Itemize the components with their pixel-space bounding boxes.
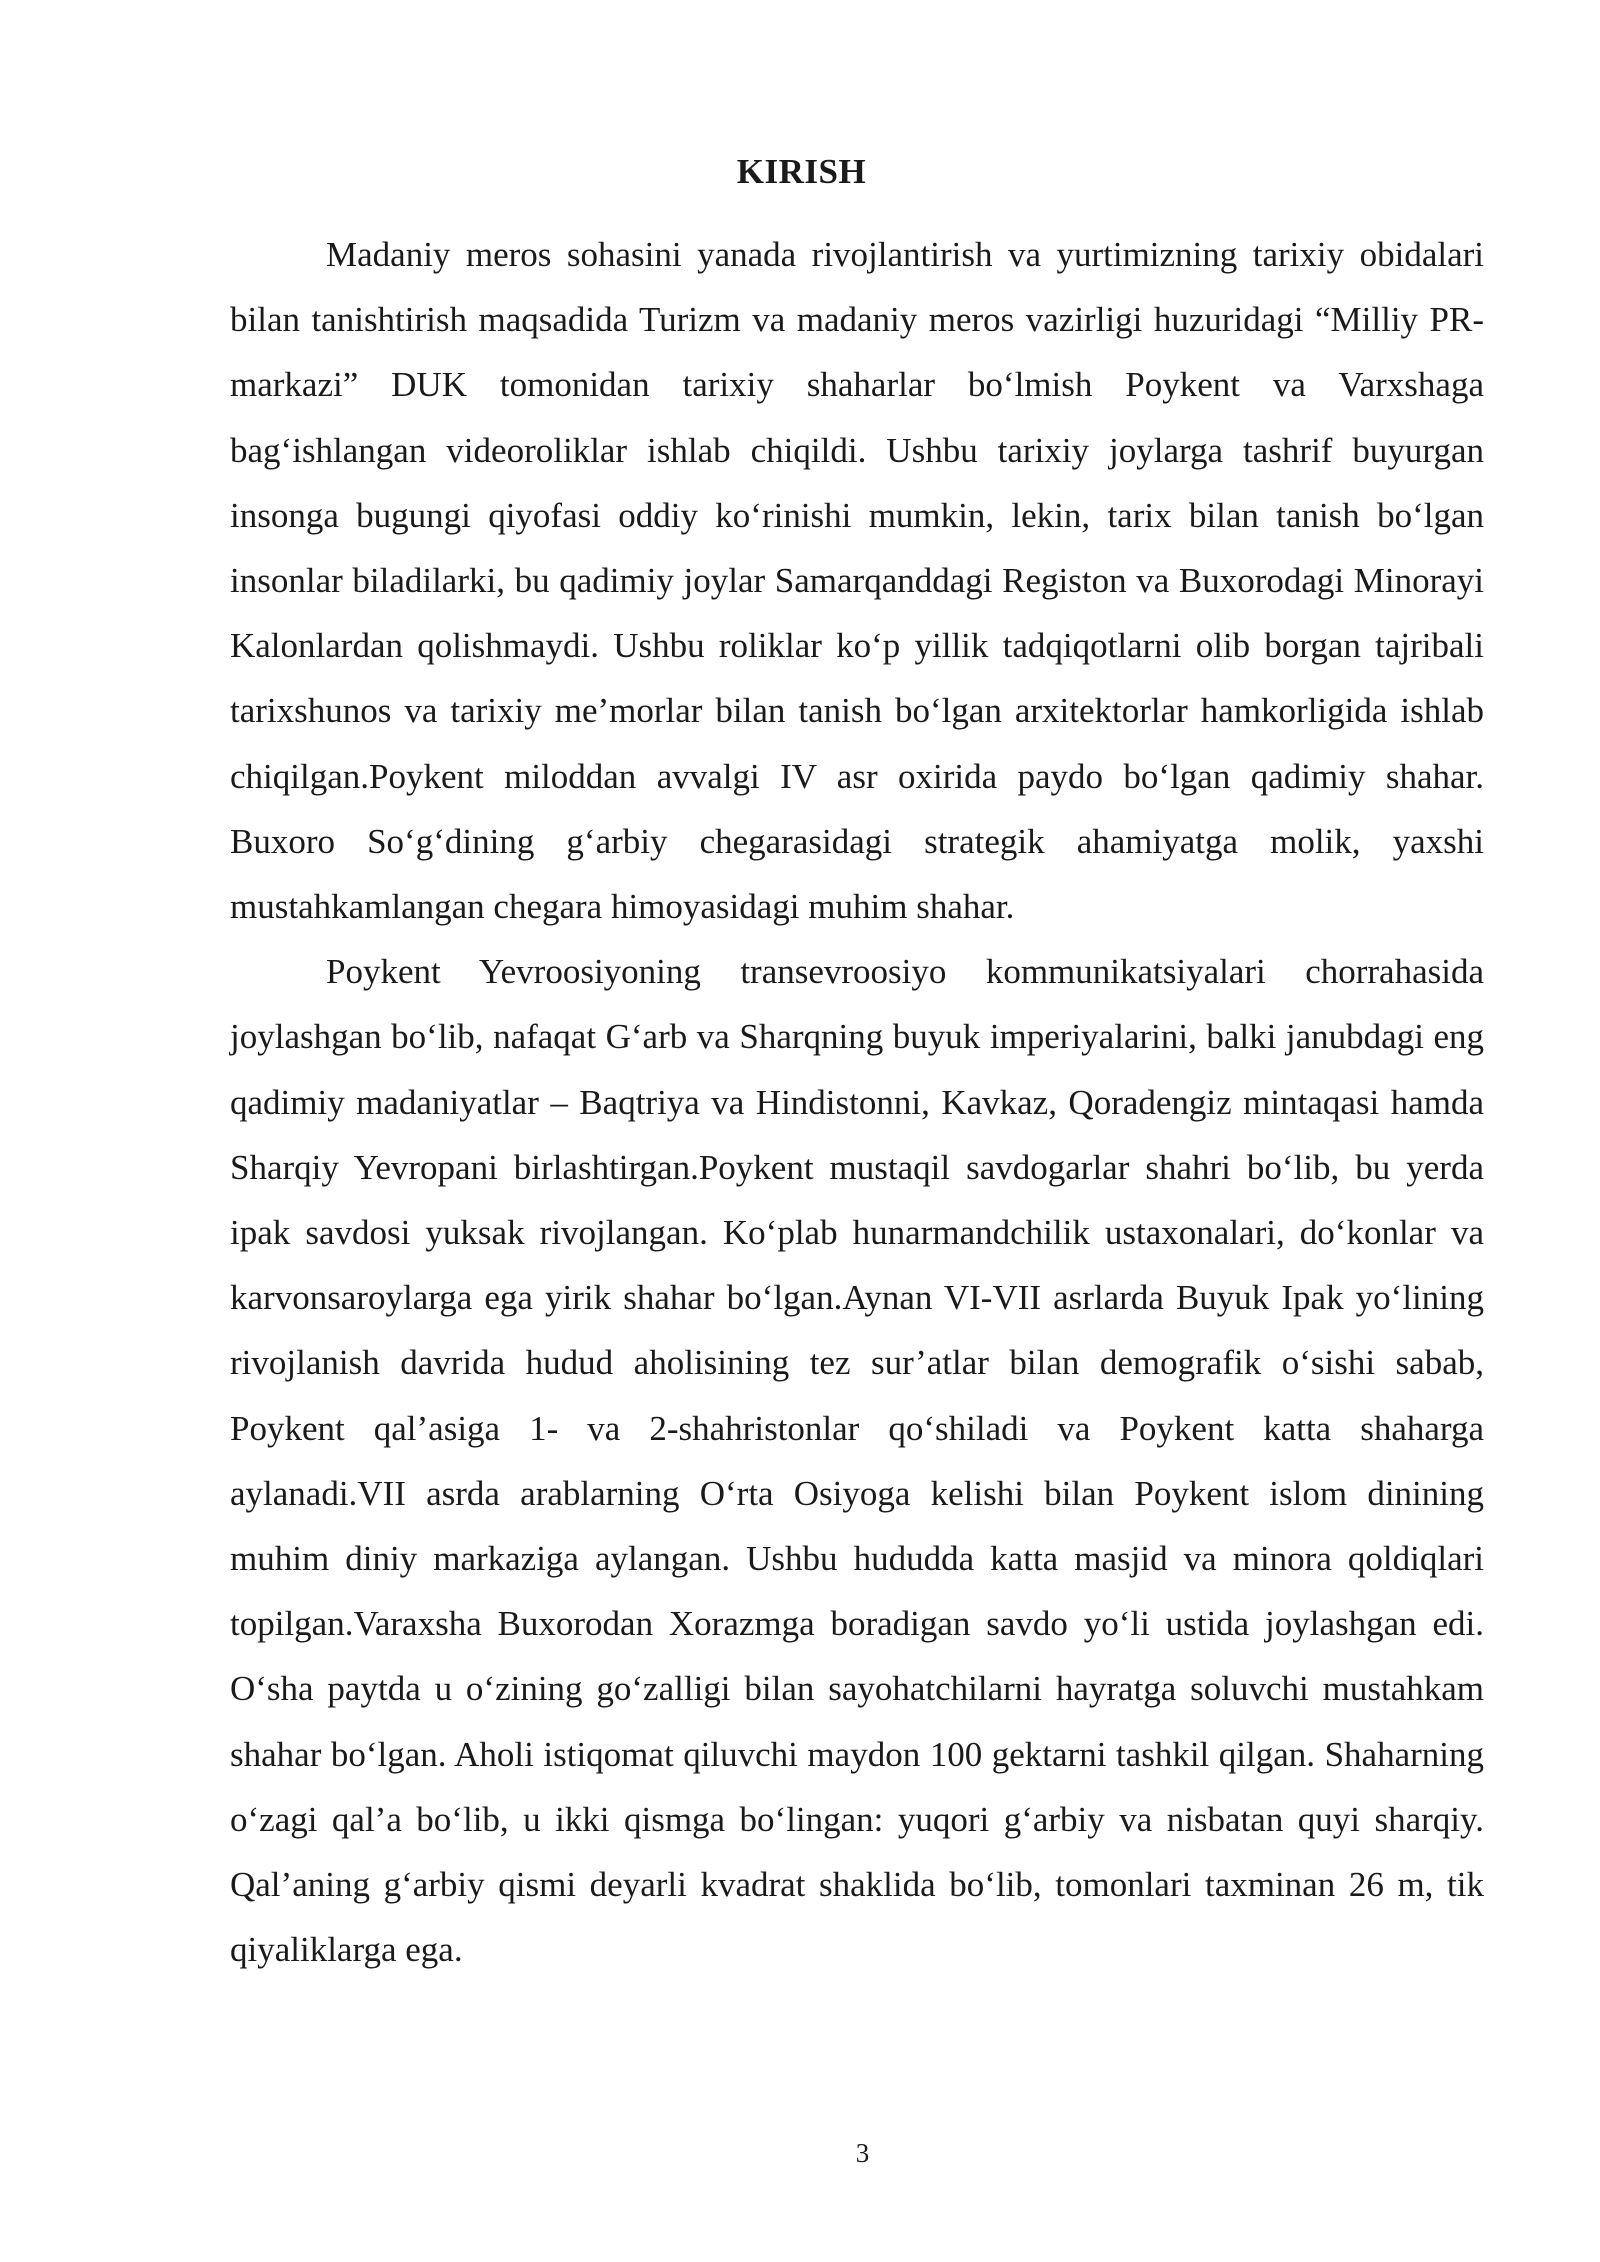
page-number: 3 bbox=[855, 2138, 870, 2168]
body-text bbox=[230, 222, 1484, 1982]
paragraph-1: Madaniy meros sohasini yanada rivojlantirish va yurtimizning tarixiy obidalari bilan tanishtirish maqsadida Turizm va madaniy meros vazirligi huzuridagi “Milliy PR-markazi” DUK tomonidan tarixiy shaharlar bo‘lmish Poykent va Varxshaga bag‘ishlangan videoroliklar ishlab chiqildi. Ushbu tarixiy joylarga tashrif buyurgan insonga bugungi qiyofasi oddiy ko‘rinishi mumkin, lekin, tarix bilan tanish bo‘lgan insonlar biladilarki, bu qadimiy joylar Samarqanddagi Registon va Buxorodagi Minorayi Kalonlardan qolishmaydi. Ushbu roliklar ko‘p yillik tadqiqotlarni olib borgan tajribali tarixshunos va tarixiy me’morlar bilan tanish bo‘lgan arxitektorlar hamkorligida ishlab chiqilgan.Poykent miloddan avvalgi IV asr oxirida paydo bo‘lgan qadimiy shahar. Buxoro So‘g‘dining g‘arbiy chegarasidagi strategik ahamiyatga molik, yaxshi mustahkamlangan chegara himoyasidagi muhim shahar. bbox=[230, 235, 1484, 927]
paragraph-2: Poykent Yevroosiyoning transevroosiyo kommunikatsiyalari chorrahasida joylashgan bo‘lib, nafaqat G‘arb va Sharqning buyuk imperiyalarini, balki janubdagi eng qadimiy madaniyatlar – Baqtriya va Hindistonni, Kavkaz, Qoradengiz mintaqasi hamda Sharqiy Yevropani birlashtirgan.Poykent mustaqil savdogarlar shahri bo‘lib, bu yerda ipak savdosi yuksak rivojlangan. Ko‘plab hunarmandchilik ustaxonalari, do‘konlar va karvonsaroylarga ega yirik shahar bo‘lgan.Aynan VI-VII asrlarda Buyuk Ipak yo‘lining rivojlanish davrida hudud aholisining tez sur’atlar bilan demografik o‘sishi sabab, Poykent qal’asiga 1- va 2-shahristonlar qo‘shiladi va Poykent katta shaharga aylanadi.VII asrda arablarning O‘rta Osiyoga kelishi bilan Poykent islom dinining muhim diniy markaziga aylangan. Ushbu hududda katta masjid va minora qoldiqlari topilgan.Varaxsha Buxorodan Xorazmga boradigan savdo yo‘li ustida joylashgan edi. O‘sha paytda u o‘zining go‘zalligi bilan sayohatchilarni hayratga soluvchi mustahkam shahar bo‘lgan. Aholi istiqomat qiluvchi maydon 100 gektarni tashkil qilgan. Shaharning o‘zagi qal’a bo‘lib, u ikki qismga bo‘lingan: yuqori g‘arbiy va nisbatan quyi sharqiy. Qal’aning g‘arbiy qismi deyarli kvadrat shaklida bo‘lib, tomonlari taxminan 26 m, tik qiyaliklarga ega. bbox=[230, 952, 1484, 1970]
section-heading: KIRISH bbox=[736, 152, 867, 191]
